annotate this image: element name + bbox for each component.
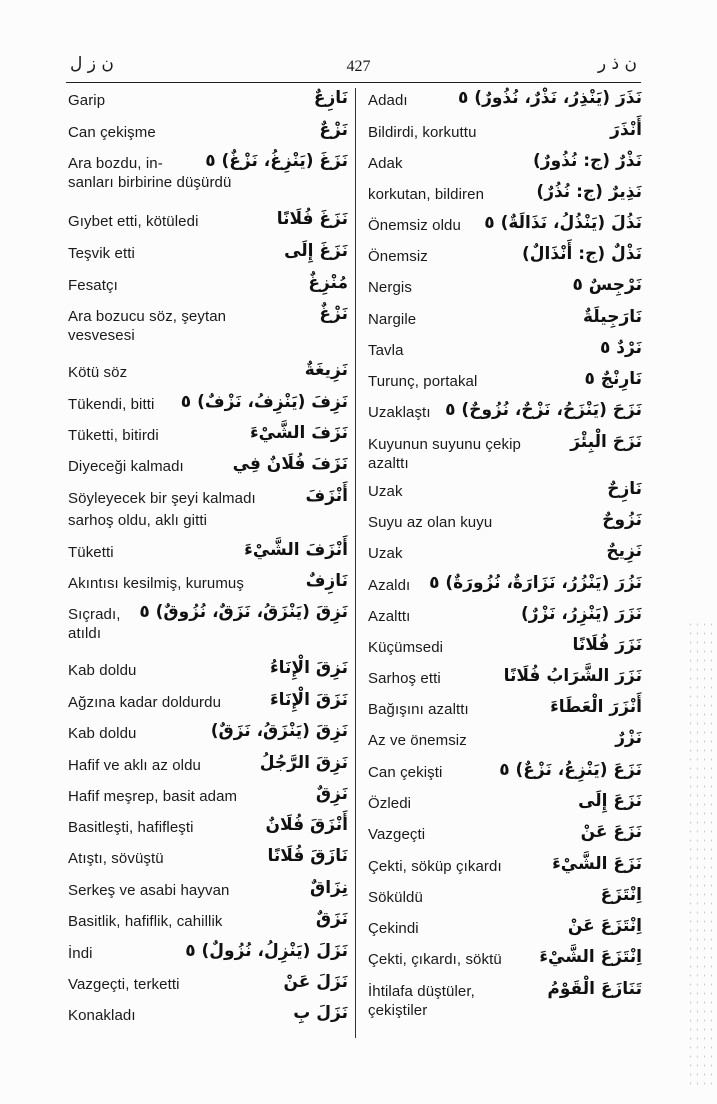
arabic-headword: نَزِقَ (يَنْزَقُ، نَزَقٌ، نُزُوقٌ) ٥: [139, 602, 348, 622]
turkish-meaning: İndi: [68, 945, 93, 962]
arabic-headword: تَنَازَعَ الْقَوْمُ: [547, 979, 642, 999]
turkish-meaning: Vazgeçti, terketti: [68, 976, 180, 993]
turkish-meaning: Nergis: [368, 279, 412, 296]
dictionary-entry: [68, 88, 348, 110]
dictionary-entry: [68, 878, 348, 900]
dictionary-entry: [68, 690, 348, 712]
dictionary-entry: [368, 88, 642, 110]
turkish-meaning: Çekti, söküp çıkardı: [368, 858, 502, 875]
dictionary-entry: [68, 241, 348, 263]
arabic-headword: نَازَقَ فُلَانًا: [267, 846, 348, 866]
arabic-headword: نَزِقَ (يَنْزَقُ، نَزَقٌ): [210, 721, 348, 741]
dictionary-entry: [368, 666, 642, 688]
arabic-headword: اِنْتَزَعَ الشَّيْءَ: [539, 947, 642, 967]
dictionary-entry: [68, 658, 348, 680]
turkish-meaning: Tüketti, bitirdi: [68, 427, 159, 444]
arabic-headword: نَزِيغَةٌ: [304, 360, 348, 380]
turkish-meaning: Adadı: [368, 92, 408, 109]
turkish-meaning: Ağzına kadar doldurdu: [68, 694, 222, 711]
dictionary-entry: [68, 753, 348, 775]
turkish-meaning: Söküldü: [368, 889, 423, 906]
dictionary-entry: [368, 182, 642, 204]
dictionary-entry: [368, 541, 642, 563]
dictionary-entry: [368, 307, 642, 329]
dictionary-entry: [68, 815, 348, 837]
arabic-headword: نَزَعَ (يَنْزِعُ، نَزْعٌ) ٥: [499, 760, 642, 780]
dictionary-entry: [368, 760, 642, 782]
dictionary-entry: [68, 540, 348, 562]
arabic-headword: نَزَحَ (يَنْزَحُ، نَزْحٌ، نُزُوحٌ) ٥: [445, 400, 642, 420]
turkish-meaning: Çekindi: [368, 920, 419, 937]
turkish-meaning: Uzaklaştı: [368, 404, 431, 421]
arabic-headword: نَزَفَ الشَّيْءَ: [249, 423, 348, 443]
dictionary-entry: [368, 338, 642, 360]
arabic-headword: نَزُوحٌ: [602, 510, 642, 530]
dictionary-entry: [368, 479, 642, 501]
turkish-meaning: Tüketti: [68, 544, 114, 561]
dictionary-entry: [368, 275, 642, 297]
arabic-headword: أَنْزَرَ الْعَطَاءَ: [550, 697, 642, 717]
arabic-headword: نَزَغَ فُلَانًا: [276, 209, 348, 229]
turkish-meaning: Az ve önemsiz: [368, 732, 467, 749]
turkish-meaning: Bildirdi, korkuttu: [368, 124, 477, 141]
turkish-meaning: Basitleşti, hafifleşti: [68, 819, 194, 836]
dictionary-entry: [368, 400, 642, 422]
turkish-meaning: Ara bozdu, in-: [68, 155, 163, 172]
header-left-letters: ن ز ل: [70, 54, 114, 74]
dictionary-entry: [68, 972, 348, 994]
arabic-headword: نَزَقٌ: [315, 909, 348, 929]
turkish-meaning: Söyleyecek bir şeyi kalmadı: [68, 490, 256, 507]
dictionary-entry: [68, 571, 348, 593]
dictionary-entry: [368, 573, 642, 595]
arabic-headword: نَزَرَ فُلَانًا: [572, 635, 642, 655]
dictionary-entry: [368, 510, 642, 532]
turkish-meaning: Kab doldu: [68, 662, 137, 679]
dictionary-entry: [68, 909, 348, 931]
turkish-meaning-continued: çekiştiler: [368, 1002, 428, 1019]
arabic-headword: نَزْغٌ: [319, 304, 348, 324]
arabic-headword: نَزَعَ الشَّيْءَ: [552, 854, 642, 874]
arabic-headword: أَنْزَفَ: [305, 486, 348, 506]
header-rule: [66, 82, 641, 83]
turkish-meaning-continued: atıldı: [68, 625, 102, 642]
turkish-meaning: Sıçradı,: [68, 606, 121, 623]
arabic-headword: نَزَعَ إِلَى: [578, 791, 642, 811]
dictionary-entry: [368, 151, 642, 173]
dictionary-entry: [68, 846, 348, 868]
arabic-headword: نَزُرَ (يَنْزُرُ، نَزَارَةٌ، نُزُورَةٌ) ٥: [429, 573, 642, 593]
dictionary-entry: [68, 1003, 348, 1025]
turkish-meaning: Hafif ve aklı az oldu: [68, 757, 201, 774]
arabic-headword: نَذُلَ (يَنْذُلُ، نَذَالَةٌ) ٥: [484, 213, 642, 233]
dictionary-entry: [68, 392, 348, 414]
dictionary-entry: [68, 454, 348, 476]
turkish-meaning: Küçümsedi: [368, 639, 444, 656]
arabic-headword: نَازِحٌ: [607, 479, 642, 499]
turkish-meaning: Basitlik, hafiflik, cahillik: [68, 913, 223, 930]
turkish-meaning: Suyu az olan kuyu: [368, 514, 493, 531]
turkish-meaning: Konakladı: [68, 1007, 136, 1024]
dictionary-entry: [68, 273, 348, 295]
dictionary-entry: [68, 360, 348, 382]
turkish-meaning: Fesatçı: [68, 277, 118, 294]
scan-speckle: [687, 620, 713, 1090]
arabic-headword: نَزَلَ (يَنْزِلُ، نُزُولٌ) ٥: [185, 941, 348, 961]
dictionary-entry: [368, 822, 642, 844]
turkish-meaning: Turunç, portakal: [368, 373, 478, 390]
arabic-headword: نَزْرٌ: [615, 728, 642, 748]
arabic-headword: نَزَرَ الشَّرَابُ فُلَانًا: [503, 666, 642, 686]
dictionary-entry: [68, 511, 348, 530]
dictionary-entry: [68, 941, 348, 963]
dictionary-entry: [68, 304, 348, 345]
arabic-headword: اِنْتَزَعَ: [600, 885, 642, 905]
column-divider: [355, 88, 356, 1038]
page-number: 427: [346, 58, 371, 75]
dictionary-entry: [68, 209, 348, 231]
arabic-headword: نَذِيرٌ (ج: نُذُرٌ): [536, 182, 642, 202]
header-right-letters: ن ذ ر: [597, 54, 637, 74]
turkish-meaning: korkutan, bildiren: [368, 186, 485, 203]
arabic-headword: نَزَغَ إِلَى: [284, 241, 348, 261]
turkish-meaning: Atıştı, sövüştü: [68, 850, 164, 867]
dictionary-entry: [68, 486, 348, 508]
turkish-meaning: Teşvik etti: [68, 245, 135, 262]
turkish-meaning: Garip: [68, 92, 106, 109]
dictionary-entry: [368, 728, 642, 750]
turkish-meaning: Diyeceği kalmadı: [68, 458, 184, 475]
turkish-meaning: Gıybet etti, kötüledi: [68, 213, 199, 230]
arabic-headword: أَنْزَفَ الشَّيْءَ: [244, 540, 348, 560]
dictionary-entry: [68, 602, 348, 643]
turkish-meaning-continued: sanları birbirine düşürdü: [68, 174, 232, 191]
arabic-headword: مُنْزِغٌ: [308, 273, 348, 293]
arabic-headword: نَزَغَ (يَنْزِغُ، نَزْغٌ) ٥: [205, 151, 348, 171]
dictionary-entry: [368, 916, 642, 938]
arabic-headword: نَذْرٌ (ج: نُذُورٌ): [533, 151, 642, 171]
turkish-meaning: Nargile: [368, 311, 417, 328]
turkish-meaning: Hafif meşrep, basit adam: [68, 788, 238, 805]
dictionary-entry: [68, 120, 348, 142]
arabic-headword: نَرْدٌ ٥: [600, 338, 642, 358]
turkish-meaning: Bağışını azalttı: [368, 701, 469, 718]
dictionary-entry: [368, 369, 642, 391]
dictionary-entry: [368, 697, 642, 719]
dictionary-entry: [368, 885, 642, 907]
turkish-meaning: Çekti, çıkardı, söktü: [368, 951, 502, 968]
turkish-meaning: Can çekişti: [368, 764, 443, 781]
arabic-headword: نَارِنْجٌ ٥: [584, 369, 642, 389]
arabic-headword: نَزَرَ (يَنْزِرُ، نَزْرٌ): [520, 604, 642, 624]
turkish-meaning: Sarhoş etti: [368, 670, 441, 687]
arabic-headword: نَارَجِيلَةٌ: [583, 307, 642, 327]
turkish-meaning: Kötü söz: [68, 364, 128, 381]
arabic-headword: نَزِفَ (يَنْزِفُ، نَزْفٌ) ٥: [180, 392, 348, 412]
arabic-headword: اِنْتَزَعَ عَنْ: [567, 916, 642, 936]
arabic-headword: نِزَاقٌ: [310, 878, 348, 898]
turkish-meaning-continued: azalttı: [368, 455, 409, 472]
turkish-meaning-continued: vesvesesi: [68, 327, 135, 344]
turkish-meaning: Önemsiz oldu: [368, 217, 461, 234]
arabic-headword: نَازِفٌ: [305, 571, 348, 591]
dictionary-entry: [368, 947, 642, 969]
dictionary-entry: [368, 244, 642, 266]
turkish-meaning: Önemsiz: [368, 248, 428, 265]
turkish-meaning: Azalttı: [368, 608, 411, 625]
turkish-meaning: Akıntısı kesilmiş, kurumuş: [68, 575, 244, 592]
turkish-meaning: Azaldı: [368, 577, 411, 594]
arabic-headword: نَازِعٌ: [313, 88, 348, 108]
turkish-meaning: Adak: [368, 155, 403, 172]
arabic-headword: نَذَرَ (يَنْذِرُ، نَذْرٌ، نُذُورٌ) ٥: [458, 88, 642, 108]
dictionary-entry: [68, 721, 348, 743]
turkish-meaning: Can çekişme: [68, 124, 156, 141]
arabic-headword: نَزِقَ الْإِنَاءُ: [269, 658, 348, 678]
turkish-meaning: Serkeş ve asabi hayvan: [68, 882, 230, 899]
dictionary-entry: [368, 213, 642, 235]
turkish-meaning: Uzak: [368, 545, 403, 562]
arabic-headword: نَزَلَ بِ: [293, 1003, 348, 1023]
turkish-meaning: Tavla: [368, 342, 404, 359]
dictionary-entry: [68, 151, 348, 192]
arabic-headword: نَزْعٌ: [319, 120, 348, 140]
dictionary-entry: [368, 120, 642, 142]
arabic-headword: نَرْجِسٌ ٥: [572, 275, 642, 295]
dictionary-entry: [368, 432, 642, 473]
turkish-meaning: Uzak: [368, 483, 403, 500]
turkish-meaning: Kuyunun suyunu çekip: [368, 436, 521, 453]
dictionary-entry: [368, 791, 642, 813]
dictionary-entry: [68, 423, 348, 445]
arabic-headword: نَزَعَ عَنْ: [580, 822, 642, 842]
dictionary-entry: [368, 854, 642, 876]
turkish-meaning: Ara bozucu söz, şeytan: [68, 308, 227, 325]
turkish-meaning: Kab doldu: [68, 725, 137, 742]
turkish-meaning: sarhoş oldu, aklı gitti: [68, 512, 208, 529]
arabic-headword: أَنْذَرَ: [610, 120, 642, 140]
arabic-headword: نَزِقَ الرَّجُلُ: [259, 753, 348, 773]
arabic-headword: نَزِقٌ: [315, 784, 348, 804]
dictionary-entry: [368, 635, 642, 657]
turkish-meaning: Vazgeçti: [368, 826, 426, 843]
turkish-meaning: İhtilafa düştüler,: [368, 983, 475, 1000]
arabic-headword: نَزَفَ فُلَانٌ فِي: [232, 454, 348, 474]
arabic-headword: نَزَقَ الْإِنَاءَ: [269, 690, 348, 710]
dictionary-entry: [68, 784, 348, 806]
arabic-headword: نَذْلٌ (ج: أَنْذَالٌ): [522, 244, 642, 264]
arabic-headword: نَزِيحٌ: [606, 541, 642, 561]
turkish-meaning: Özledi: [368, 795, 412, 812]
turkish-meaning: Tükendi, bitti: [68, 396, 155, 413]
arabic-headword: نَزَلَ عَنْ: [283, 972, 348, 992]
arabic-headword: نَزَحَ الْبِئْرَ: [570, 432, 642, 452]
dictionary-entry: [368, 979, 642, 1020]
dictionary-entry: [368, 604, 642, 626]
arabic-headword: أَنْزَقَ فُلَانٌ: [265, 815, 348, 835]
